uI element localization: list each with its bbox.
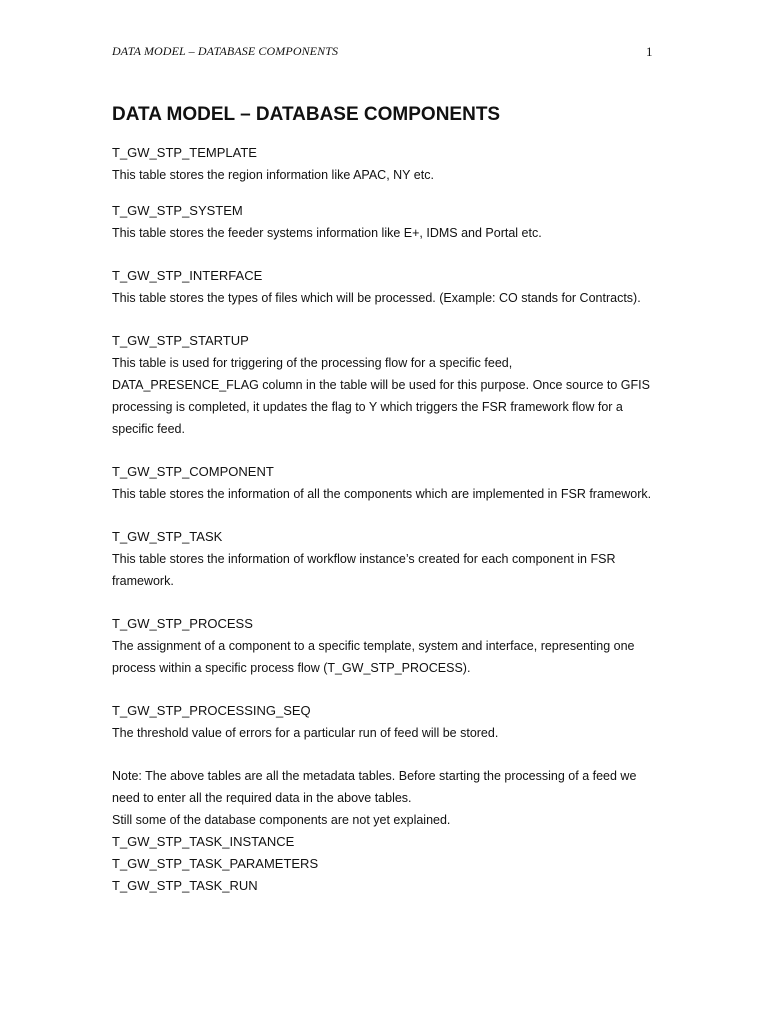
page-number: 1 (646, 44, 653, 59)
section-process (112, 613, 672, 679)
unexplained-table-name: T_GW_STP_TASK_INSTANCE (112, 834, 295, 849)
table-description: The threshold value of errors for a particular run of feed will be stored. (112, 726, 499, 740)
table-description: This table stores the types of files which will be processed. (Example: CO stands for Contracts). (112, 291, 641, 305)
unexplained-table-name: T_GW_STP_TASK_PARAMETERS (112, 856, 319, 871)
table-description-line: The assignment of a component to a specific template, system and interface, representing one (112, 639, 635, 653)
table-description-line: This table is used for triggering of the processing flow for a specific feed, (112, 356, 513, 370)
table-description: This table stores the region information like APAC, NY etc. (112, 168, 434, 182)
table-name: T_GW_STP_TEMPLATE (112, 145, 257, 160)
section-task (112, 526, 672, 592)
section-processing-seq (112, 700, 672, 744)
section-startup (112, 330, 672, 440)
table-name: T_GW_STP_PROCESSING_SEQ (112, 703, 311, 718)
table-name: T_GW_STP_COMPONENT (112, 464, 274, 479)
table-description: This table stores the information of all the components which are implemented in FSR framework. (112, 487, 652, 501)
note-line: need to enter all the required data in the above tables. (112, 791, 412, 805)
running-header: DATA MODEL – DATABASE COMPONENTS (112, 44, 339, 58)
section-interface (112, 265, 672, 309)
document-title: DATA MODEL – DATABASE COMPONENTS (112, 104, 501, 125)
table-description-line: processing is completed, it updates the flag to Y which triggers the FSR framework flow for a (112, 400, 623, 414)
table-description-line: This table stores the information of workflow instance’s created for each component in FSR (112, 552, 616, 566)
section-system (112, 200, 672, 244)
document-body (112, 142, 672, 897)
table-description: This table stores the feeder systems information like E+, IDMS and Portal etc. (112, 226, 542, 240)
section-template (112, 142, 672, 186)
note-line: Note: The above tables are all the metadata tables. Before starting the processing of a feed we (112, 769, 637, 783)
note-section (112, 765, 672, 897)
unexplained-table-name: T_GW_STP_TASK_RUN (112, 878, 258, 893)
table-description-line: process within a specific process flow (T_GW_STP_PROCESS). (112, 661, 471, 675)
table-name: T_GW_STP_PROCESS (112, 616, 253, 631)
table-description-line: specific feed. (112, 422, 185, 436)
note-line: Still some of the database components are not yet explained. (112, 813, 451, 827)
table-name: T_GW_STP_STARTUP (112, 333, 249, 348)
table-description-line: DATA_PRESENCE_FLAG column in the table will be used for this purpose. Once source to GFIS (112, 378, 650, 392)
table-description-line: framework. (112, 574, 174, 588)
table-name: T_GW_STP_TASK (112, 529, 223, 544)
section-component (112, 461, 672, 505)
table-name: T_GW_STP_INTERFACE (112, 268, 263, 283)
table-name: T_GW_STP_SYSTEM (112, 203, 243, 218)
